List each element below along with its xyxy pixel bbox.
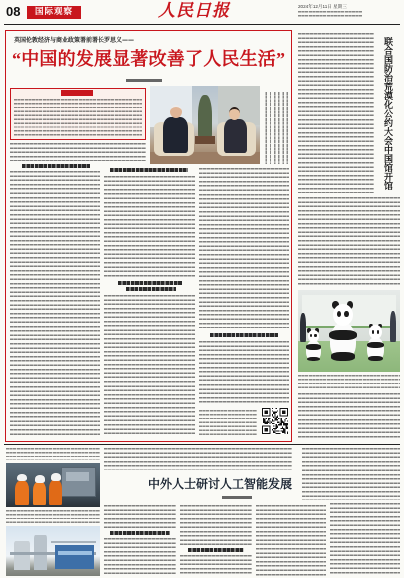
panda-sculpture-large [327, 300, 360, 362]
feature-lead-text [10, 143, 146, 161]
feature-subhead-4 [210, 333, 278, 337]
feature-subhead-3a [118, 281, 182, 285]
bottom-subhead-2 [188, 548, 244, 552]
feature-column-right-top [199, 168, 289, 328]
panda-photo-caption [298, 375, 400, 388]
worker-body [49, 480, 62, 506]
header-rule [4, 24, 400, 25]
page-number: 08 [6, 4, 21, 19]
feature-subhead-2 [110, 168, 188, 172]
bottom-column-3 [256, 505, 326, 576]
worker-helmet [51, 473, 60, 481]
feature-headline: “中国的发展显著改善了人民生活” [12, 49, 286, 69]
panda-head [333, 304, 353, 326]
workers-photo-caption [6, 510, 100, 523]
photo-plant [198, 95, 211, 139]
workers-photo [6, 463, 100, 507]
qr-finder-core [264, 428, 268, 432]
panda-arms [329, 330, 356, 340]
reporter-head [229, 107, 240, 119]
panda-legs [307, 357, 320, 362]
bottom-article-headline: 中外人士研讨人工智能发展 [148, 477, 293, 491]
visitor-figure [390, 311, 396, 342]
panda-eye-patch [344, 311, 348, 317]
building-window-band [58, 551, 92, 555]
panda-arms [367, 342, 384, 348]
qr-code [262, 408, 288, 434]
worker-helmet [35, 475, 44, 483]
feature-subhead-3b [126, 287, 176, 291]
worker-body [33, 482, 46, 505]
interview-photo-caption [264, 92, 288, 164]
bottom-column-2-bottom [180, 555, 252, 576]
bottom-column-2-top [180, 505, 252, 545]
right-lower-text [302, 448, 400, 500]
machine-panel [66, 472, 89, 481]
worker-body [15, 481, 28, 506]
panda-eye-patch [314, 334, 316, 337]
worker-helmet [17, 474, 26, 482]
side-article-headline: 联合国防治荒漠化公约大会中国馆开馆 [382, 37, 392, 190]
qr-finder-core [282, 410, 286, 414]
bottom-article-byline [222, 496, 252, 499]
feature-column-right-bottom [199, 341, 289, 405]
feature-column-middle-bottom [104, 295, 195, 437]
interviewee-head [170, 105, 182, 118]
bottom-subhead-1 [110, 531, 170, 535]
section-divider [4, 444, 400, 445]
qr-code-graphic [262, 408, 288, 434]
panda-legs [368, 356, 383, 362]
side-article-text-bottom [298, 393, 400, 440]
photo-side-table [195, 136, 215, 144]
side-article-text-middle [298, 197, 400, 287]
panda-sculpture-small-right [365, 323, 385, 362]
section-tag: 国际观察 [27, 6, 81, 19]
qr-finder-pattern-top-right [279, 408, 288, 417]
qr-finder-pattern-bottom-left [262, 425, 271, 434]
bottom-column-4 [330, 503, 400, 576]
interview-photo [150, 86, 260, 164]
summary-label [61, 90, 93, 96]
panda-legs [331, 352, 354, 361]
feature-byline [126, 79, 162, 82]
header-editor-info [298, 11, 362, 19]
panda-arms [306, 344, 321, 350]
panda-eye-patch [377, 330, 380, 334]
masthead-logo: 人民日报 [158, 1, 230, 20]
panda-photo [298, 290, 400, 372]
side-article-text-top [298, 33, 374, 193]
bottom-column-1-top [104, 505, 176, 528]
qr-finder-core [264, 410, 268, 414]
summary-text [14, 99, 142, 137]
dateline: 2024年12月11日 星期三 [298, 4, 347, 9]
feature-column-left [10, 171, 100, 437]
pipe-rack [51, 541, 96, 543]
reporter-body [224, 119, 247, 153]
feature-column-middle-top [104, 176, 195, 277]
storage-tank [14, 541, 31, 570]
panda-sculpture-small-left [304, 328, 322, 362]
photo-story-intro [6, 448, 100, 460]
preceding-text-block [104, 448, 292, 470]
qr-finder-pattern-top-left [262, 408, 271, 417]
interviewee-body [163, 117, 188, 153]
feature-subhead-1 [22, 164, 90, 168]
qr-code-note [199, 410, 257, 436]
bottom-column-1-bottom [104, 538, 176, 576]
process-building [55, 545, 94, 569]
feature-kicker: 英国伦敦经济与商业政策署前署长罗思义—— [14, 37, 135, 44]
industrial-site-photo [6, 526, 100, 576]
